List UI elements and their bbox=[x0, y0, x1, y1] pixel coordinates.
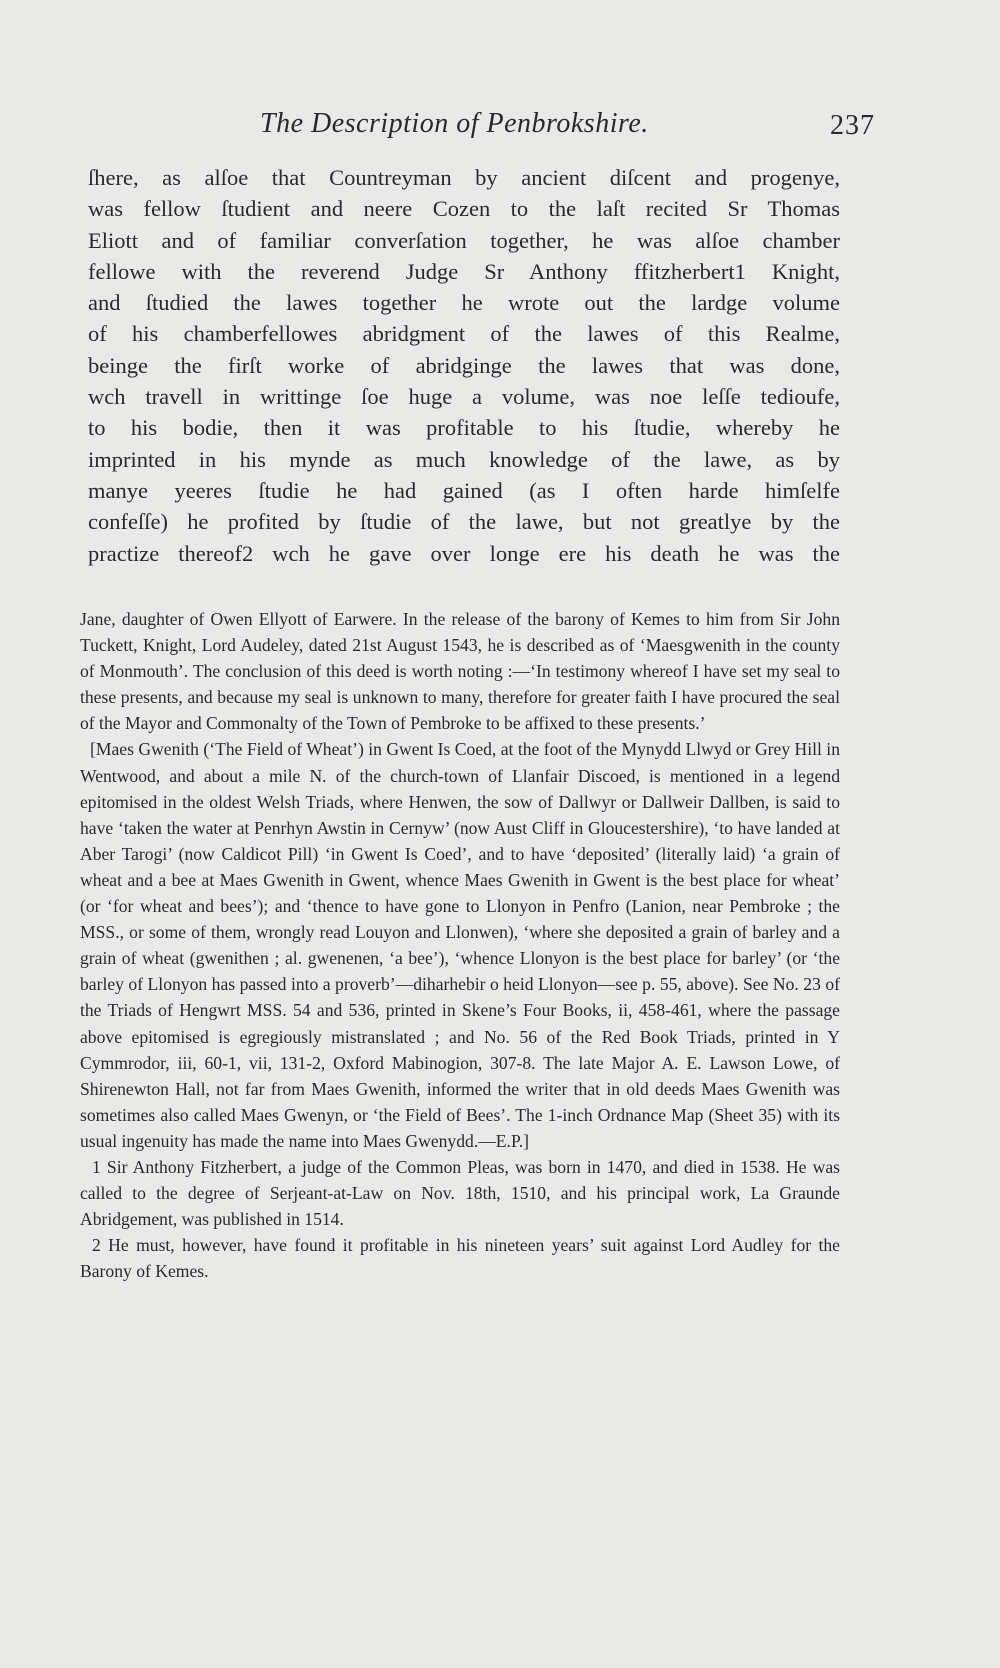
text-line: and ſtudied the lawes together he wrote out the lardge volume bbox=[88, 290, 840, 316]
text-line: confeſſe) he profited by ſtudie of the lawe, but not greatlye by the bbox=[88, 509, 840, 535]
footnotes bbox=[80, 606, 840, 1284]
text-line: ſhere, as alſoe that Countreyman by ancient diſcent and progenye, bbox=[88, 165, 840, 190]
running-title: The Description of Penbrokshire. bbox=[260, 108, 649, 139]
note-continuation: Jane, daughter of Owen Ellyott of Earwere. In the release of the barony of Kemes to him from Sir John Tuckett, Knight, Lord Audeley, dated 21st August 1543, he is described as of ‘Maesgwenith in the county of Monmouth’. The conclusion of this deed is worth noting :—‘In testimony whereof I have set my seal to these presents, and because my seal is unknown to many, therefore for greater faith I have procured the seal of the Mayor and Commonalty of the Town of Pembroke to be affixed to these presents.’ bbox=[80, 609, 840, 734]
text-line: manye yeeres ſtudie he had gained (as I often harde himſelfe bbox=[88, 477, 840, 503]
text-line: of his chamberfellowes abridgment of the lawes of this Realme, bbox=[88, 321, 840, 347]
footnote-1: 1 Sir Anthony Fitzherbert, a judge of the Common Pleas, was born in 1470, and died in 1538. He was called to the degree of Serjeant-at-Law on Nov. 18th, 1510, and his principal work, La Graunde Abridgement, was published in 1514. bbox=[80, 1156, 840, 1230]
text-line: practize thereof2 wch he gave over longe ere his death he was the bbox=[88, 540, 840, 566]
text-line: wch travell in writtinge ſoe huge a volume, was noe leſſe tedioufe, bbox=[88, 384, 840, 410]
running-header bbox=[80, 108, 920, 148]
text-line: beinge the firſt worke of abridginge the lawes that was done, bbox=[88, 352, 840, 378]
text-line: was fellow ſtudient and neere Cozen to the laſt recited Sr Thomas bbox=[88, 196, 840, 222]
main-text bbox=[88, 162, 840, 569]
page-number: 237 bbox=[830, 110, 875, 141]
text-line: imprinted in his mynde as much knowledge of the lawe, as by bbox=[88, 446, 840, 472]
text-line: to his bodie, then it was profitable to his ſtudie, whereby he bbox=[88, 415, 840, 441]
text-line: fellowe with the reverend Judge Sr Anthony ffitzherbert1 Knight, bbox=[88, 258, 840, 284]
text-line: Eliott and of familiar converſation together, he was alſoe chamber bbox=[88, 227, 840, 253]
editor-note: [Maes Gwenith (‘The Field of Wheat’) in Gwent Is Coed, at the foot of the Mynydd Llwyd or Grey Hill in Wentwood, and about a mile N. of the church-town of Llanfair Discoed, is mentioned in a legend epitomised in the oldest Welsh Triads, where Henwen, the sow of Dallwyr or Dallweir Dallben, is said to have ‘taken the water at Penrhyn Awstin in Cernyw’ (now Aust Cliff in Gloucestershire), ‘to have landed at Aber Tarogi’ (now Caldicot Pill) ‘in Gwent Is Coed’, and to have ‘deposited’ (literally laid) ‘a grain of wheat and a bee at Maes Gwenith in Gwent, whence Maes Gwenith in Gwent is the best place for wheat’ (or ‘for wheat and bees’); and ‘thence to have gone to Llonyon in Penfro (Lanion, near Pembroke ; the MSS., or some of them, wrongly read Louyon and Llonwen), ‘where she deposited a grain of barley and a grain of wheat (gwenithen ; al. gwenenen, ‘a bee’), ‘whence Llonyon is the best place for barley’ (or ‘the barley of Llonyon has passed into a proverb’—diharhebir o heid Llonyon—see p. 55, above). See No. 23 of the Triads of Hengwrt MSS. 54 and 536, printed in Skene’s Four Books, ii, 458-461, where the passage above epitomised is egregiously mistranslated ; and No. 56 of the Red Book Triads, printed in Y Cymmrodor, iii, 60-1, vii, 131-2, Oxford Mabinogion, 307-8. The late Major A. E. Lawson Lowe, of Shirenewton Hall, not far from Maes Gwenith, informed the writer that in old deeds Maes Gwenith was sometimes also called Maes Gwenyn, or ‘the Field of Bees’. The 1-inch Ordnance Map (Sheet 35) with its usual ingenuity has made the name into Maes Gwenydd.—E.P.] bbox=[80, 739, 840, 1151]
footnote-2: 2 He must, however, have found it profitable in his nineteen years’ suit against Lord Audley for the Barony of Kemes. bbox=[80, 1235, 840, 1282]
